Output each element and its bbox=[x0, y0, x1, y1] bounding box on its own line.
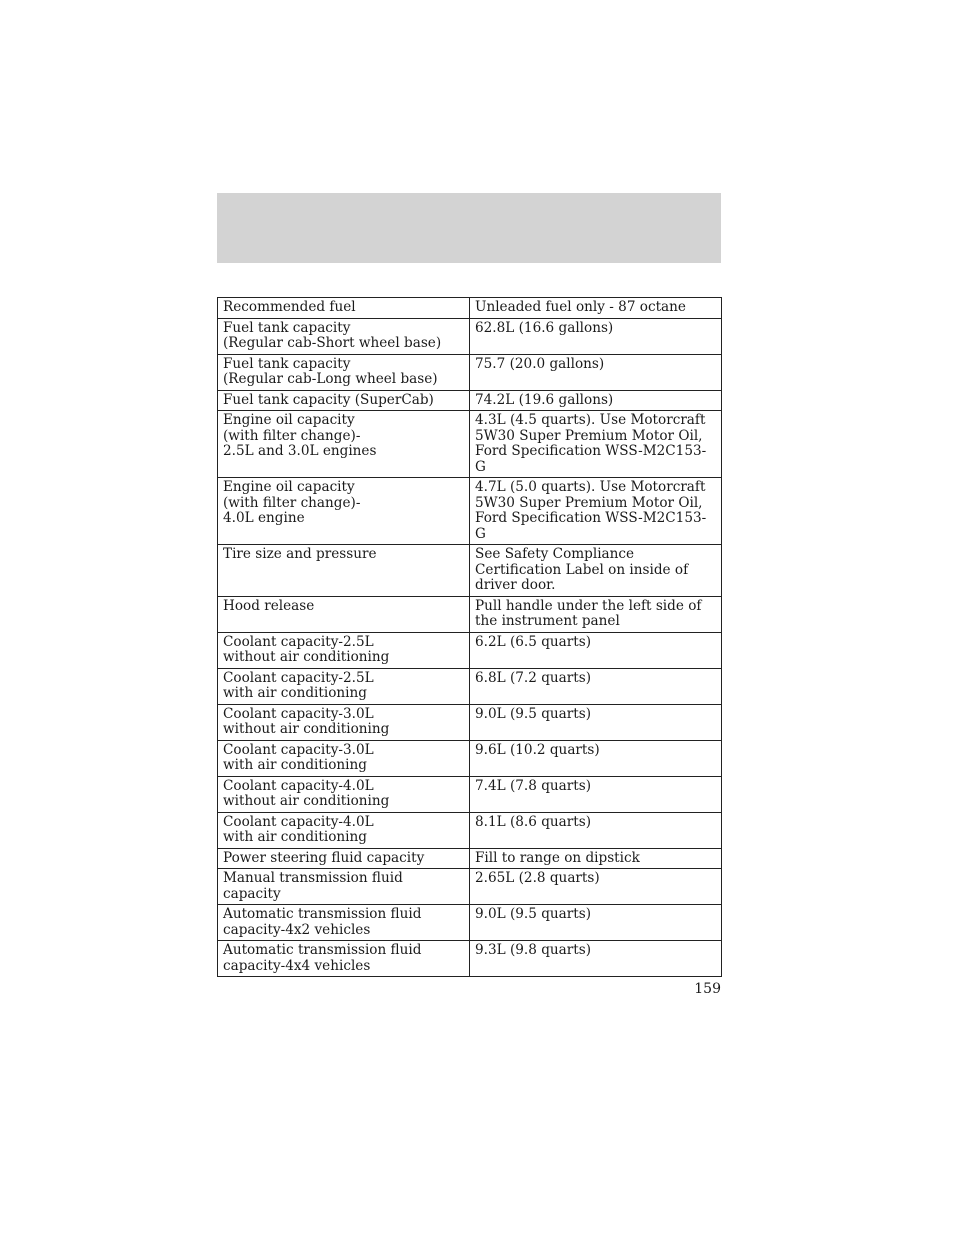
table-row bbox=[218, 941, 722, 977]
specifications-table-body bbox=[218, 298, 722, 977]
spec-label: Coolant capacity-2.5L without air conditioning bbox=[218, 632, 470, 668]
spec-label: Hood release bbox=[218, 596, 470, 632]
table-row bbox=[218, 318, 722, 354]
spec-label: Tire size and pressure bbox=[218, 545, 470, 597]
spec-label: Power steering fluid capacity bbox=[218, 848, 470, 869]
table-row bbox=[218, 596, 722, 632]
spec-value: 74.2L (19.6 gallons) bbox=[470, 390, 722, 411]
spec-value: Pull handle under the left side of the instrument panel bbox=[470, 596, 722, 632]
spec-label: Coolant capacity-2.5L with air conditioning bbox=[218, 668, 470, 704]
table-row bbox=[218, 869, 722, 905]
spec-value: Unleaded fuel only - 87 octane bbox=[470, 298, 722, 319]
specifications-table bbox=[217, 297, 722, 977]
spec-value: 4.3L (4.5 quarts). Use Motorcraft 5W30 Super Premium Motor Oil, Ford Specification WSS-M2C153-G bbox=[470, 411, 722, 478]
spec-label: Engine oil capacity (with filter change)- 2.5L and 3.0L engines bbox=[218, 411, 470, 478]
spec-value: 4.7L (5.0 quarts). Use Motorcraft 5W30 Super Premium Motor Oil, Ford Specification WSS-M2C153-G bbox=[470, 478, 722, 545]
table-row bbox=[218, 905, 722, 941]
spec-label: Coolant capacity-4.0L with air conditioning bbox=[218, 812, 470, 848]
spec-value: 9.6L (10.2 quarts) bbox=[470, 740, 722, 776]
spec-value: 8.1L (8.6 quarts) bbox=[470, 812, 722, 848]
table-row bbox=[218, 740, 722, 776]
table-row bbox=[218, 478, 722, 545]
table-row bbox=[218, 812, 722, 848]
table-row bbox=[218, 848, 722, 869]
table-row bbox=[218, 411, 722, 478]
spec-label: Coolant capacity-3.0L with air conditioning bbox=[218, 740, 470, 776]
spec-label: Automatic transmission fluid capacity-4x2 vehicles bbox=[218, 905, 470, 941]
table-row bbox=[218, 545, 722, 597]
spec-label: Coolant capacity-4.0L without air conditioning bbox=[218, 776, 470, 812]
spec-value: 2.65L (2.8 quarts) bbox=[470, 869, 722, 905]
table-row bbox=[218, 668, 722, 704]
spec-value: 62.8L (16.6 gallons) bbox=[470, 318, 722, 354]
spec-label: Fuel tank capacity (Regular cab-Short wheel base) bbox=[218, 318, 470, 354]
spec-value: 6.8L (7.2 quarts) bbox=[470, 668, 722, 704]
spec-value: 6.2L (6.5 quarts) bbox=[470, 632, 722, 668]
page-number: 159 bbox=[694, 981, 721, 997]
spec-value: See Safety Compliance Certification Label on inside of driver door. bbox=[470, 545, 722, 597]
spec-label: Manual transmission fluid capacity bbox=[218, 869, 470, 905]
spec-label: Recommended fuel bbox=[218, 298, 470, 319]
spec-label: Fuel tank capacity (Regular cab-Long wheel base) bbox=[218, 354, 470, 390]
spec-value: 75.7 (20.0 gallons) bbox=[470, 354, 722, 390]
spec-label: Automatic transmission fluid capacity-4x4 vehicles bbox=[218, 941, 470, 977]
table-row bbox=[218, 632, 722, 668]
spec-value: 7.4L (7.8 quarts) bbox=[470, 776, 722, 812]
table-row bbox=[218, 390, 722, 411]
section-header-band bbox=[217, 193, 721, 263]
spec-label: Coolant capacity-3.0L without air conditioning bbox=[218, 704, 470, 740]
spec-value: Fill to range on dipstick bbox=[470, 848, 722, 869]
spec-label: Fuel tank capacity (SuperCab) bbox=[218, 390, 470, 411]
spec-value: 9.0L (9.5 quarts) bbox=[470, 704, 722, 740]
table-row bbox=[218, 298, 722, 319]
table-row bbox=[218, 704, 722, 740]
spec-value: 9.3L (9.8 quarts) bbox=[470, 941, 722, 977]
table-row bbox=[218, 354, 722, 390]
table-row bbox=[218, 776, 722, 812]
spec-label: Engine oil capacity (with filter change)- 4.0L engine bbox=[218, 478, 470, 545]
spec-value: 9.0L (9.5 quarts) bbox=[470, 905, 722, 941]
